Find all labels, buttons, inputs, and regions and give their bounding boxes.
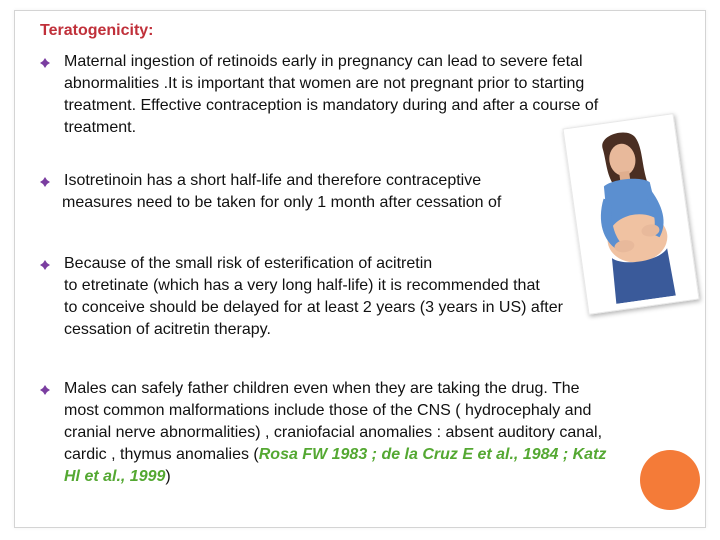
bullet-2-line-1: Isotretinoin has a short half-life and therefore contraceptive bbox=[64, 172, 482, 189]
diamond-bullet-icon bbox=[40, 385, 50, 395]
slide-title: Teratogenicity: bbox=[40, 22, 154, 39]
citation-part-2: Hl et al., 1999 bbox=[64, 468, 166, 485]
bullet-3-line-2: to etretinate (which has a very long half-life) it is recommended that bbox=[64, 277, 540, 294]
bullet-2-text bbox=[64, 170, 584, 214]
bullet-3-line-1: Because of the small risk of esterification of acitretin bbox=[64, 255, 433, 272]
citation-closing: ) bbox=[165, 468, 171, 485]
bullet-4-line-1: Males can safely father children even when they are taking the drug. The bbox=[64, 380, 580, 397]
bullet-1-line-4: treatment. bbox=[64, 119, 137, 136]
pregnant-woman-illustration bbox=[570, 121, 691, 307]
diamond-bullet-icon bbox=[40, 58, 50, 68]
diamond-bullet-icon bbox=[40, 260, 50, 270]
bullet-1-line-3: treatment. Effective contraception is mandatory during and after a course of bbox=[64, 97, 599, 114]
bullet-4-line-2: most common malformations include those of the CNS ( hydrocephaly and bbox=[64, 402, 592, 419]
bullet-1-line-1: Maternal ingestion of retinoids early in pregnancy can lead to severe fetal bbox=[64, 53, 583, 70]
bullet-4-line-4 bbox=[64, 444, 684, 466]
bullet-4-line-5 bbox=[64, 466, 684, 488]
bullet-3-line-3: to conceive should be delayed for at least 2 years (3 years in US) after bbox=[64, 299, 563, 316]
bullet-3-line-4: cessation of acitretin therapy. bbox=[64, 321, 271, 338]
bullet-2-line-2: measures need to be taken for only 1 month after cessation of bbox=[62, 194, 502, 211]
diamond-bullet-icon bbox=[40, 177, 50, 187]
bullet-4-line-3: cranial nerve abnormalities) , craniofacial anomalies : absent auditory canal, bbox=[64, 424, 603, 441]
bullet-1-line-2: abnormalities .It is important that women are not pregnant prior to starting bbox=[64, 75, 585, 92]
decorative-orange-circle bbox=[640, 450, 700, 510]
bullet-4-text bbox=[64, 378, 684, 488]
citation-part-1: Rosa FW 1983 ; de la Cruz E et al., 1984 ; Katz bbox=[258, 446, 607, 463]
bullet-4-line-4-text: cardic , thymus anomalies ( bbox=[64, 446, 259, 463]
